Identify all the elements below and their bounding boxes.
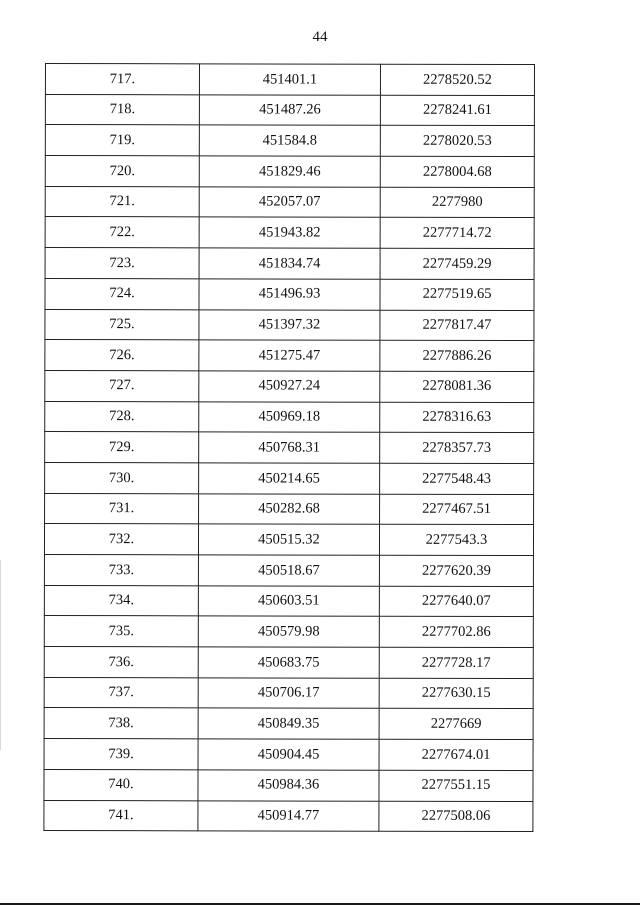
table-row: [45, 370, 534, 402]
x-coordinate-cell: 450969.18: [199, 401, 380, 432]
point-number-cell: 724.: [45, 278, 199, 309]
x-coordinate-cell: 450984.36: [198, 770, 379, 801]
y-coordinate-cell: 2278020.53: [380, 126, 534, 157]
x-coordinate-cell: 450282.68: [199, 493, 380, 524]
point-number-cell: 725.: [45, 309, 199, 340]
x-coordinate-cell: 451829.46: [199, 156, 380, 187]
point-number-cell: 719.: [45, 125, 199, 156]
y-coordinate-cell: 2278316.63: [380, 402, 534, 433]
table-row: [45, 309, 534, 341]
table-row: [45, 217, 534, 249]
x-coordinate-cell: 451943.82: [199, 217, 380, 248]
table-row: [45, 64, 534, 96]
y-coordinate-cell: 2277630.15: [379, 678, 533, 709]
x-coordinate-cell: 451496.93: [199, 279, 380, 310]
point-number-cell: 721.: [45, 186, 199, 217]
point-number-cell: 735.: [44, 616, 198, 647]
point-number-cell: 728.: [45, 401, 199, 432]
y-coordinate-cell: 2278520.52: [380, 64, 534, 95]
scan-edge-mark: [0, 560, 1, 750]
x-coordinate-cell: 450914.77: [198, 800, 379, 831]
point-number-cell: 727.: [45, 370, 199, 401]
table-row: [44, 647, 533, 679]
x-coordinate-cell: 451401.1: [199, 64, 380, 95]
y-coordinate-cell: 2277640.07: [379, 586, 533, 617]
y-coordinate-cell: 2277702.86: [379, 617, 533, 648]
point-number-cell: 738.: [44, 708, 198, 739]
point-number-cell: 740.: [44, 769, 198, 800]
table-row: [45, 248, 534, 280]
y-coordinate-cell: 2278004.68: [380, 156, 534, 187]
x-coordinate-cell: 451487.26: [199, 95, 380, 126]
y-coordinate-cell: 2278241.61: [380, 95, 534, 126]
table-row: [45, 493, 534, 525]
point-number-cell: 741.: [44, 800, 198, 831]
table-row: [45, 94, 534, 126]
point-number-cell: 733.: [44, 554, 198, 585]
table-row: [44, 677, 533, 709]
page-number: 44: [312, 29, 328, 45]
x-coordinate-cell: 450706.17: [198, 678, 379, 709]
point-number-cell: 718.: [45, 94, 199, 125]
x-coordinate-cell: 451397.32: [199, 309, 380, 340]
y-coordinate-cell: 2277886.26: [380, 340, 534, 371]
point-number-cell: 722.: [45, 217, 199, 248]
x-coordinate-cell: 450768.31: [199, 432, 380, 463]
x-coordinate-cell: 450515.32: [198, 524, 379, 555]
x-coordinate-cell: 451834.74: [199, 248, 380, 279]
point-number-cell: 723.: [45, 248, 199, 279]
x-coordinate-cell: 450849.35: [198, 708, 379, 739]
table-row: [45, 401, 534, 433]
y-coordinate-cell: 2278081.36: [380, 371, 534, 402]
y-coordinate-cell: 2277467.51: [380, 494, 534, 525]
point-number-cell: 737.: [44, 677, 198, 708]
x-coordinate-cell: 450214.65: [199, 463, 380, 494]
x-coordinate-cell: 451584.8: [199, 125, 380, 156]
table-row: [44, 739, 533, 771]
x-coordinate-cell: 450683.75: [198, 647, 379, 678]
x-coordinate-cell: 450904.45: [198, 739, 379, 770]
point-number-cell: 729.: [45, 432, 199, 463]
table-row: [44, 616, 533, 648]
table-row: [45, 278, 534, 310]
y-coordinate-cell: 2277674.01: [379, 739, 533, 770]
y-coordinate-cell: 2277459.29: [380, 248, 534, 279]
point-number-cell: 726.: [45, 340, 199, 371]
y-coordinate-cell: 2277980: [380, 187, 534, 218]
x-coordinate-cell: 450603.51: [198, 586, 379, 617]
x-coordinate-cell: 452057.07: [199, 187, 380, 218]
x-coordinate-cell: 451275.47: [199, 340, 380, 371]
table-row: [44, 524, 533, 556]
table-row: [45, 340, 534, 372]
y-coordinate-cell: 2277548.43: [380, 463, 534, 494]
y-coordinate-cell: 2277669: [379, 709, 533, 740]
point-number-cell: 739.: [44, 739, 198, 770]
y-coordinate-cell: 2277620.39: [379, 555, 533, 586]
y-coordinate-cell: 2277508.06: [379, 801, 533, 832]
coordinates-table: [43, 63, 535, 832]
point-number-cell: 730.: [45, 462, 199, 493]
x-coordinate-cell: 450518.67: [198, 555, 379, 586]
y-coordinate-cell: 2278357.73: [380, 432, 534, 463]
table-row: [44, 585, 533, 617]
table-row: [45, 125, 534, 157]
table-row: [44, 554, 533, 586]
table-body: [44, 64, 535, 832]
y-coordinate-cell: 2277543.3: [379, 525, 533, 556]
point-number-cell: 731.: [45, 493, 199, 524]
table-row: [44, 708, 533, 740]
point-number-cell: 736.: [44, 647, 198, 678]
table-row: [44, 800, 533, 832]
point-number-cell: 732.: [44, 524, 198, 555]
y-coordinate-cell: 2277551.15: [379, 770, 533, 801]
y-coordinate-cell: 2277728.17: [379, 647, 533, 678]
point-number-cell: 717.: [45, 64, 199, 95]
table-row: [45, 462, 534, 494]
table-row: [45, 432, 534, 464]
y-coordinate-cell: 2277714.72: [380, 218, 534, 249]
point-number-cell: 734.: [44, 585, 198, 616]
x-coordinate-cell: 450927.24: [199, 371, 380, 402]
table-row: [44, 769, 533, 801]
point-number-cell: 720.: [45, 156, 199, 187]
table-row: [45, 156, 534, 188]
x-coordinate-cell: 450579.98: [198, 616, 379, 647]
y-coordinate-cell: 2277817.47: [380, 310, 534, 341]
table-row: [45, 186, 534, 218]
y-coordinate-cell: 2277519.65: [380, 279, 534, 310]
